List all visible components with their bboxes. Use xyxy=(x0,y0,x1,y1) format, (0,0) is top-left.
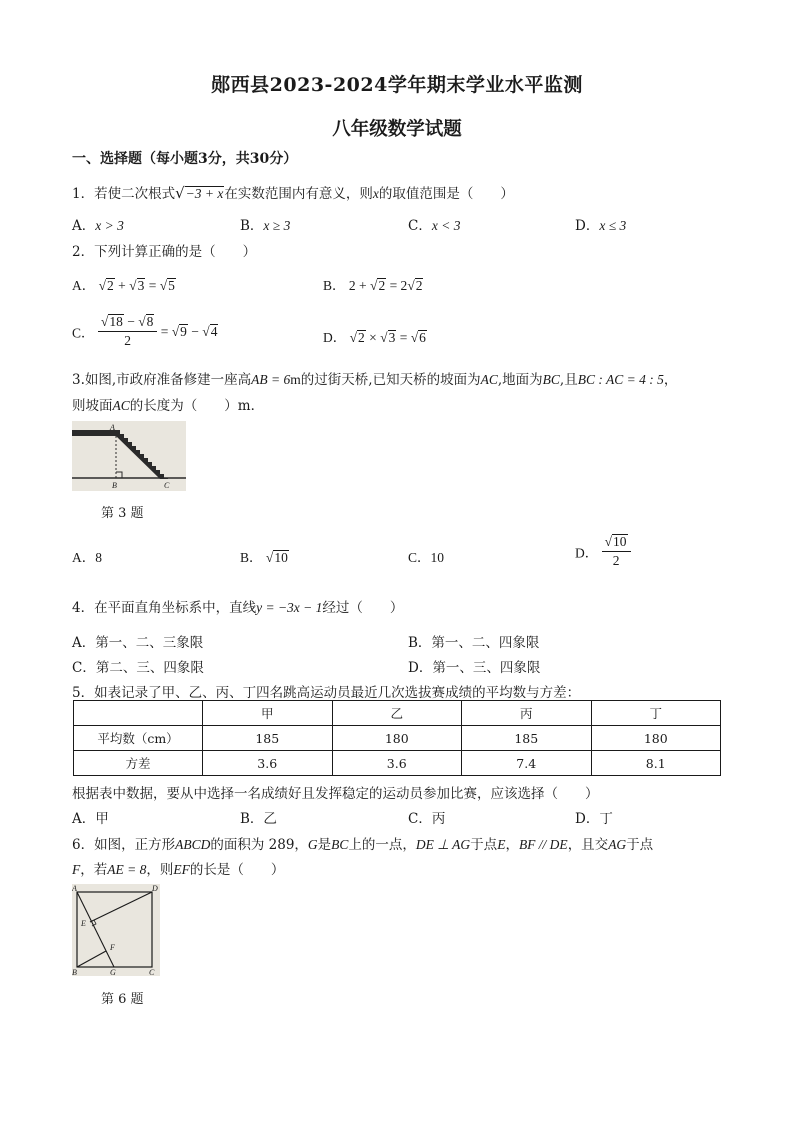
q6-f: F xyxy=(72,862,81,877)
q6-l1-g: ，且交 xyxy=(567,837,609,853)
q4-stem-b: 经过（ ） xyxy=(322,600,404,616)
q3-ratio: BC : AC = 4 : 5 xyxy=(577,372,664,387)
table-header-cell xyxy=(74,701,203,726)
q3-option-a-label: A． xyxy=(72,550,96,565)
q3-option-c-label: C． xyxy=(408,550,431,565)
q5-option-b-label: B． xyxy=(240,811,264,827)
q2-option-a-label: A． xyxy=(72,278,96,293)
q2-a-r2: 3 xyxy=(137,278,145,293)
q3-ab: AB = 6 xyxy=(251,372,291,387)
q3-bc: BC xyxy=(542,372,560,387)
q6-l1-b: 的面积为 289， xyxy=(210,837,308,853)
q3-ac2: AC xyxy=(112,398,130,413)
q2-option-b[interactable]: B． 2 + √2 = 2√2 xyxy=(323,278,423,293)
label-a: A xyxy=(72,884,77,893)
q2-c-r3: 9 xyxy=(180,323,187,339)
q1-option-c-expr: x < 3 xyxy=(431,218,461,233)
q6-par: BF // DE xyxy=(518,837,568,852)
table-cell: 180 xyxy=(591,726,721,751)
q2-a-r3: 5 xyxy=(168,278,175,293)
q5-option-b[interactable] xyxy=(240,807,277,827)
q5-option-d-label: D． xyxy=(575,811,600,827)
q3-figure xyxy=(72,421,186,491)
q6-l1-c: 是 xyxy=(317,837,332,853)
q4-option-b-text: 第一、二、四象限 xyxy=(431,635,540,651)
q2-c-eq: = xyxy=(160,323,169,339)
sqrt-icon: √ xyxy=(175,184,185,202)
q5-stem: 5．如表记录了甲、乙、丙、丁四名跳高运动员最近几次选拔赛成绩的平均数与方差： xyxy=(72,685,581,701)
q6-g: G xyxy=(307,837,318,852)
q1-option-a[interactable] xyxy=(72,214,124,234)
q6-l1-e: 于点 xyxy=(470,837,498,853)
q4-stem-a: 4．在平面直角坐标系中，直线 xyxy=(72,600,257,616)
table-cell: 3.6 xyxy=(203,751,333,776)
q3-option-c[interactable] xyxy=(408,546,444,566)
q1-option-c[interactable] xyxy=(408,214,460,234)
q3-option-b-label: B． xyxy=(240,550,263,565)
label-d: D xyxy=(152,884,158,893)
q2-d-times: × xyxy=(369,330,377,345)
label-g: G xyxy=(110,968,116,976)
q2-b-r1: 2 xyxy=(378,278,386,293)
q2-option-a[interactable]: A． √2 + √3 = √5 xyxy=(72,278,175,293)
q3-l1-d: ,且 xyxy=(559,372,578,388)
q1-option-c-label: C． xyxy=(408,218,432,234)
q2-c-r1: 18 xyxy=(109,314,123,329)
q6-l1-d: 上的一点， xyxy=(348,837,416,853)
q3-stem-line1 xyxy=(72,368,677,388)
q6-figure xyxy=(72,884,160,976)
q3-stem-line2 xyxy=(72,394,264,414)
table-header-cell: 乙 xyxy=(332,701,462,726)
q2-option-d[interactable]: D． √2 × √3 = √6 xyxy=(323,330,426,345)
q2-option-c-label: C． xyxy=(72,325,95,341)
table-header-row xyxy=(74,701,721,726)
q5-option-c[interactable] xyxy=(408,807,445,827)
label-c: C xyxy=(164,481,170,490)
table-cell: 7.4 xyxy=(462,751,592,776)
q3-l1-c: ,地面为 xyxy=(497,372,543,388)
q3-option-a-value: 8 xyxy=(95,550,102,565)
q3-unit: m xyxy=(290,372,301,387)
q6-abcd: ABCD xyxy=(175,837,211,852)
q1-stem-b: 在实数范围内有意义，则 xyxy=(224,186,373,202)
q3-caption: 第 3 题 xyxy=(101,506,144,521)
q2-a-eq: = xyxy=(148,278,157,293)
q6-l2-a: ，若 xyxy=(80,862,108,878)
q2-option-b-label: B． xyxy=(323,278,346,293)
table-header-cell: 丁 xyxy=(591,701,721,726)
q1-option-a-label: A． xyxy=(72,218,96,234)
q3-l1-e: ， xyxy=(663,372,678,388)
q3-option-b[interactable]: B． √10 xyxy=(240,550,288,565)
q3-d-num: 10 xyxy=(613,534,627,549)
table-cell: 180 xyxy=(332,726,462,751)
q2-stem: 2．下列计算正确的是（ ） xyxy=(72,244,257,260)
q4-option-d[interactable] xyxy=(408,656,540,676)
q5-option-a-label: A． xyxy=(72,811,96,827)
q3-option-d[interactable] xyxy=(575,534,631,569)
q3-d-fraction: $\frac{√10}{2}$ xyxy=(602,534,631,569)
q2-b-r2: 2 xyxy=(415,278,423,293)
q2-c-r4: 4 xyxy=(210,323,218,339)
q3-option-a[interactable] xyxy=(72,546,102,566)
q2-c-fraction: $\frac{√18 - √8}{2}$ xyxy=(98,314,157,349)
q2-d-r2: 3 xyxy=(388,330,396,345)
q4-option-c-label: C． xyxy=(72,660,96,676)
table-cell: 185 xyxy=(203,726,333,751)
q3-option-c-value: 10 xyxy=(430,550,445,565)
q2-b-eq: = 2 xyxy=(389,278,408,293)
label-a: A xyxy=(110,423,115,432)
q5-option-d[interactable] xyxy=(575,807,613,827)
q6-l1-a: 6．如图，正方形 xyxy=(72,837,176,853)
q6-e: E xyxy=(497,837,506,852)
q6-perp: DE ⊥ AG xyxy=(415,837,471,852)
q4-option-b[interactable] xyxy=(408,631,539,651)
q2-b-a: 2 + xyxy=(348,278,367,293)
q4-option-b-label: B． xyxy=(408,635,432,651)
q4-option-a-text: 第一、二、三象限 xyxy=(95,635,204,651)
q4-option-a-label: A． xyxy=(72,635,96,651)
label-c: C xyxy=(149,968,155,976)
q4-expr: y = −3x − 1 xyxy=(256,600,323,615)
q4-option-a[interactable] xyxy=(72,631,203,651)
q6-bc: BC xyxy=(331,837,349,852)
q2-option-c[interactable]: C． $\frac{√18 - √8}{2}$ = √9 − √4 xyxy=(72,314,218,348)
q2-c-r2: 8 xyxy=(146,314,154,329)
table-cell: 方差 xyxy=(74,751,203,776)
q1-stem-a: 1．若使二次根式 xyxy=(72,186,176,202)
q5-option-a[interactable] xyxy=(72,807,109,827)
q6-caption: 第 6 题 xyxy=(101,992,144,1007)
q6-l2-b: ，则 xyxy=(146,862,174,878)
q1-option-b[interactable] xyxy=(240,214,290,234)
q2-a-plus: + xyxy=(118,278,126,293)
q1-stem-c: 的取值范围是（ ） xyxy=(378,186,514,202)
q3-l2-b: 的长度为（ ）m． xyxy=(129,398,265,414)
table-cell: 3.6 xyxy=(332,751,462,776)
q2-c-minus: − xyxy=(127,314,135,329)
q4-option-c[interactable] xyxy=(72,656,204,676)
q6-l2-c: 的长是（ ） xyxy=(189,862,285,878)
q2-d-eq: = xyxy=(399,330,408,345)
q5-option-c-text: 丙 xyxy=(431,811,446,827)
page-subtitle: 八年级数学试题 xyxy=(332,119,462,140)
q2-option-d-label: D． xyxy=(323,330,347,345)
q2-c-minus2: − xyxy=(191,323,199,339)
label-b: B xyxy=(72,968,77,976)
q4-stem xyxy=(72,596,403,616)
q6-l1-f: ， xyxy=(505,837,519,853)
q2-d-r1: 2 xyxy=(358,330,365,345)
table-cell: 185 xyxy=(462,726,592,751)
q3-ac: AC xyxy=(480,372,498,387)
label-f: F xyxy=(110,943,115,952)
q5-option-c-label: C． xyxy=(408,811,432,827)
page-title: 郧西县2023-2024学年期末学业水平监测 xyxy=(211,74,583,96)
q5-option-a-text: 甲 xyxy=(95,811,109,827)
q5-option-b-text: 乙 xyxy=(263,811,277,827)
label-b: B xyxy=(112,481,117,490)
q3-l2-a: 则坡面 xyxy=(72,398,113,414)
q4-option-d-label: D． xyxy=(408,660,433,676)
q1-var: x xyxy=(372,186,379,201)
table-cell: 平均数（cm） xyxy=(74,726,203,751)
q6-ae: AE = 8 xyxy=(107,862,147,877)
table-header-cell: 甲 xyxy=(203,701,333,726)
q2-a-r1: 2 xyxy=(107,278,114,293)
q3-d-den: 2 xyxy=(612,553,620,568)
q4-option-d-text: 第一、三、四象限 xyxy=(432,660,541,676)
label-e: E xyxy=(81,919,86,928)
q3-option-d-label: D． xyxy=(575,545,599,561)
q1-radicand: −3 + x xyxy=(185,186,224,201)
q3-l1-a: 3.如图,市政府准备修建一座高 xyxy=(72,372,252,388)
q2-c-den: 2 xyxy=(124,333,131,348)
q1-option-b-expr: x ≥ 3 xyxy=(263,218,291,233)
q5-after: 根据表中数据，要从中选择一名成绩好且发挥稳定的运动员参加比赛，应该选择（ ） xyxy=(72,786,599,802)
table-row xyxy=(74,751,721,776)
q2-d-r3: 6 xyxy=(419,330,426,345)
table-row xyxy=(74,726,721,751)
q6-stem-line2 xyxy=(72,858,284,878)
q5-table xyxy=(73,700,721,776)
q1-option-d-expr: x ≤ 3 xyxy=(599,218,627,233)
q4-option-c-text: 第二、三、四象限 xyxy=(95,660,204,676)
q6-l1-h: 于点 xyxy=(626,837,654,853)
q6-ag: AG xyxy=(608,837,627,852)
section-heading: 一、选择题（每小题3分，共30分） xyxy=(72,151,298,167)
table-cell: 8.1 xyxy=(591,751,721,776)
q6-stem-line1 xyxy=(72,833,653,853)
q5-option-d-text: 丁 xyxy=(599,811,613,827)
q1-option-b-label: B． xyxy=(240,218,264,234)
q1-option-d-label: D． xyxy=(575,218,600,234)
q1-option-d[interactable] xyxy=(575,214,626,234)
q1-option-a-expr: x > 3 xyxy=(95,218,124,233)
table-header-cell: 丙 xyxy=(462,701,592,726)
q3-l1-b: 的过街天桥,已知天桥的坡面为 xyxy=(300,372,481,388)
q3-option-b-value: 10 xyxy=(274,550,288,565)
q1-stem xyxy=(72,182,514,202)
q6-ef: EF xyxy=(173,862,190,877)
